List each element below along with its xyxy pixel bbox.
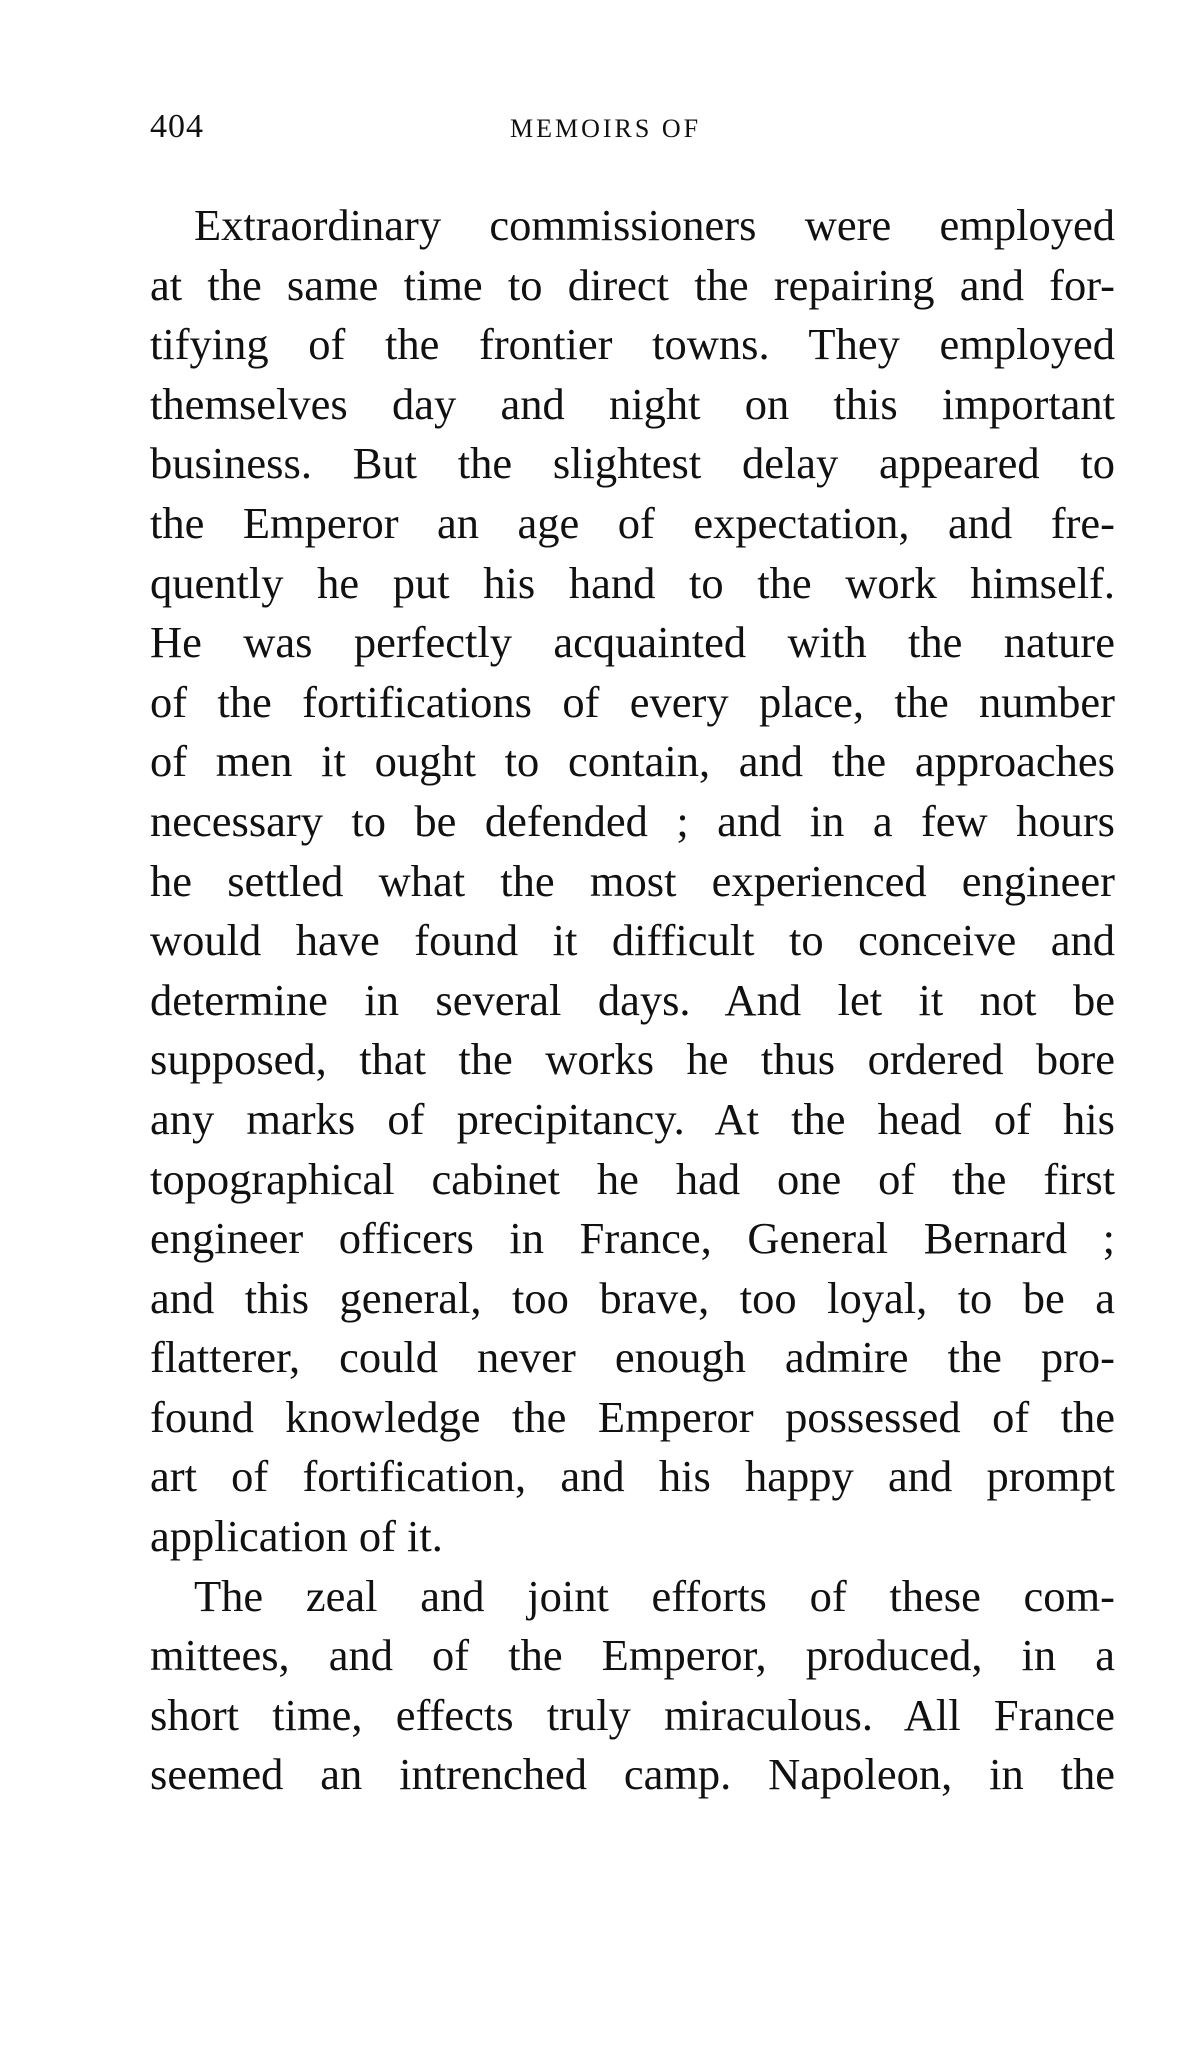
text-line: application of it.	[150, 1511, 443, 1562]
text-line: The zeal and joint efforts of these com-	[194, 1570, 1115, 1621]
text-line: topographical cabinet he had one of the first	[150, 1153, 1115, 1204]
page-number: 404	[150, 108, 204, 145]
running-head: MEMOIRS OF	[510, 114, 702, 143]
text-line: quently he put his hand to the work himself.	[150, 557, 1115, 608]
text-line: found knowledge the Emperor possessed of the	[150, 1391, 1115, 1442]
text-line: art of fortification, and his happy and prompt	[150, 1451, 1115, 1502]
text-line: of men it ought to contain, and the approaches	[150, 736, 1115, 787]
text-line: mittees, and of the Emperor, produced, in a	[150, 1630, 1115, 1681]
text-line: he settled what the most experienced engineer	[150, 855, 1115, 906]
text-line: short time, effects truly miraculous. All France	[150, 1689, 1115, 1740]
text-line: flatterer, could never enough admire the pro-	[150, 1332, 1115, 1383]
paragraph-1	[150, 196, 1115, 1567]
text-line: necessary to be defended ; and in a few hours	[150, 795, 1115, 846]
text-line: engineer officers in France, General Bernard ;	[150, 1213, 1115, 1264]
text-line: Extraordinary commissioners were employed	[194, 200, 1115, 250]
text-line: of the fortifications of every place, the number	[150, 676, 1115, 727]
paragraph-2	[150, 1567, 1115, 1805]
text-line: any marks of precipitancy. At the head of his	[150, 1093, 1115, 1144]
text-line: the Emperor an age of expectation, and fre-	[150, 497, 1115, 548]
page-header	[150, 108, 1115, 148]
text-line: determine in several days. And let it not be	[150, 974, 1115, 1025]
text-line: seemed an intrenched camp. Napoleon, in the	[150, 1749, 1115, 1800]
text-line: at the same time to direct the repairing and for-	[150, 259, 1115, 310]
text-line: supposed, that the works he thus ordered bore	[150, 1034, 1115, 1085]
body-text	[150, 196, 1115, 1805]
text-line: and this general, too brave, too loyal, to be a	[150, 1272, 1115, 1323]
text-line: would have found it difficult to conceive and	[150, 915, 1115, 966]
text-line: tifying of the frontier towns. They employed	[150, 319, 1115, 370]
text-line: themselves day and night on this important	[150, 378, 1115, 429]
text-line: business. But the slightest delay appeared to	[150, 438, 1115, 489]
text-line: He was perfectly acquainted with the nature	[150, 617, 1115, 668]
